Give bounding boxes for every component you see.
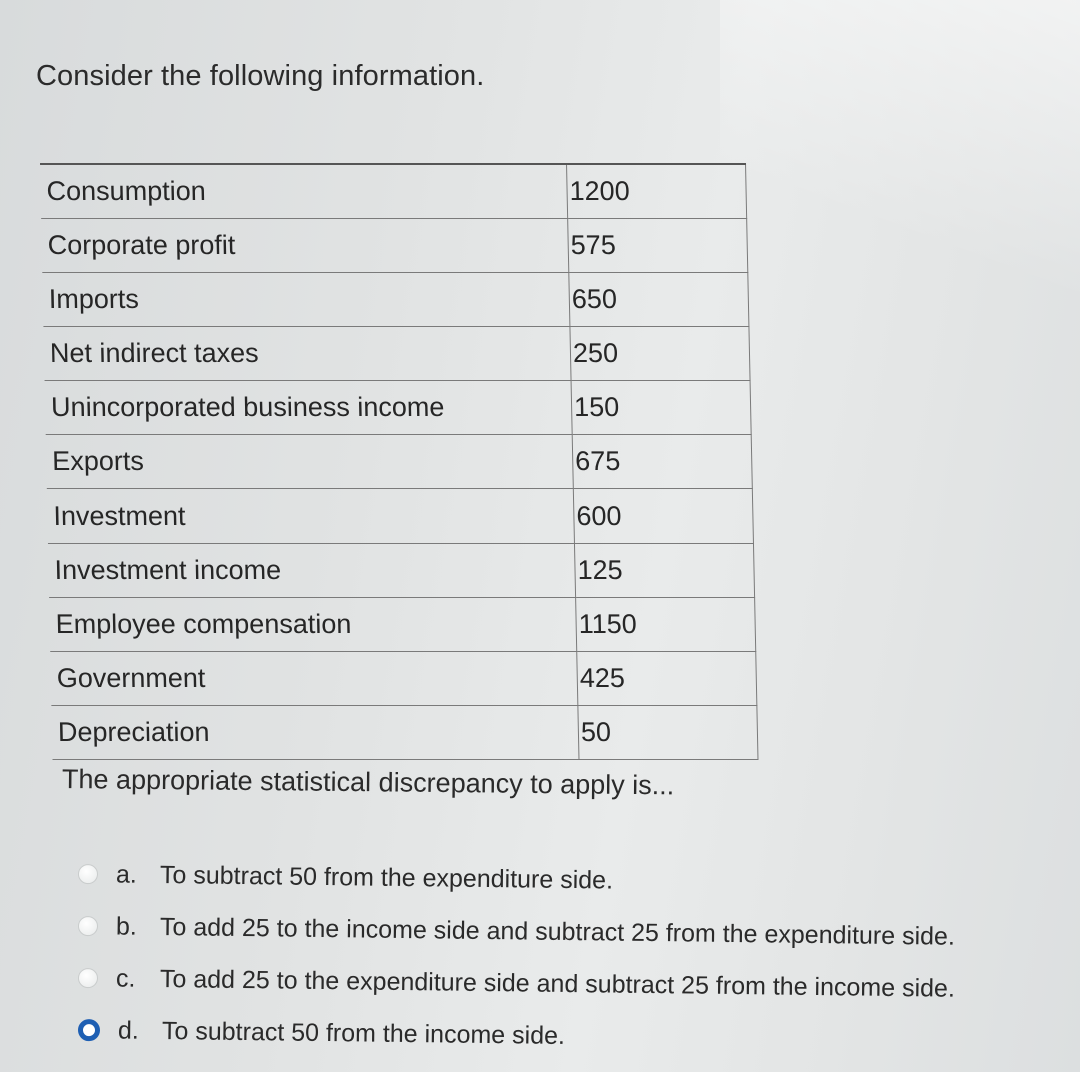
option-letter: c. <box>115 963 136 993</box>
row-label: Imports <box>42 273 570 327</box>
table-row <box>48 543 755 597</box>
option-text[interactable]: To add 25 to the income side and subtract 25 from the expenditure side. <box>159 912 956 951</box>
row-label: Net indirect taxes <box>43 327 571 381</box>
option-letter: b. <box>115 911 138 941</box>
radio-button-b[interactable] <box>78 916 98 936</box>
radio-button-a[interactable] <box>78 864 98 884</box>
table-row <box>49 597 756 651</box>
row-value: 150 <box>571 381 751 435</box>
option-d[interactable] <box>78 1004 1049 1068</box>
row-label: Investment income <box>48 543 576 597</box>
table-row <box>47 489 754 543</box>
row-label: Consumption <box>40 164 568 219</box>
row-label: Corporate profit <box>41 219 569 273</box>
row-value: 675 <box>572 435 752 489</box>
row-label: Employee compensation <box>49 597 577 651</box>
table-row <box>45 381 752 435</box>
info-table-container <box>40 163 759 760</box>
option-letter: d. <box>117 1015 140 1045</box>
row-label: Government <box>50 651 578 705</box>
row-value: 425 <box>577 651 757 705</box>
option-letter: a. <box>115 859 138 889</box>
row-value: 600 <box>573 489 753 543</box>
option-text[interactable]: To subtract 50 from the expenditure side. <box>159 860 614 895</box>
table-row <box>51 705 758 759</box>
table-row <box>41 219 748 273</box>
row-label: Unincorporated business income <box>45 381 573 435</box>
row-value: 250 <box>570 327 750 381</box>
row-label: Depreciation <box>51 705 579 759</box>
table-row <box>43 327 750 381</box>
row-label: Investment <box>47 489 575 543</box>
radio-button-c[interactable] <box>78 968 98 988</box>
answer-options <box>78 848 1048 1056</box>
option-text[interactable]: To add 25 to the expenditure side and subtract 25 from the income side. <box>159 964 956 1003</box>
screen-glare <box>720 0 1080 300</box>
row-value: 1200 <box>567 164 747 219</box>
option-text[interactable]: To subtract 50 from the income side. <box>161 1016 566 1050</box>
question-prompt: The appropriate statistical discrepancy to apply is... <box>61 764 675 801</box>
table-row <box>40 164 747 219</box>
row-value: 50 <box>578 705 758 759</box>
row-value: 1150 <box>576 597 756 651</box>
info-table <box>40 163 759 760</box>
question-title: Consider the following information. <box>36 60 485 92</box>
table-row <box>46 435 753 489</box>
row-label: Exports <box>46 435 574 489</box>
row-value: 650 <box>569 273 749 327</box>
table-row <box>50 651 757 705</box>
radio-button-d-selected[interactable] <box>78 1019 100 1041</box>
row-value: 575 <box>568 219 748 273</box>
row-value: 125 <box>574 543 754 597</box>
table-row <box>42 273 749 327</box>
